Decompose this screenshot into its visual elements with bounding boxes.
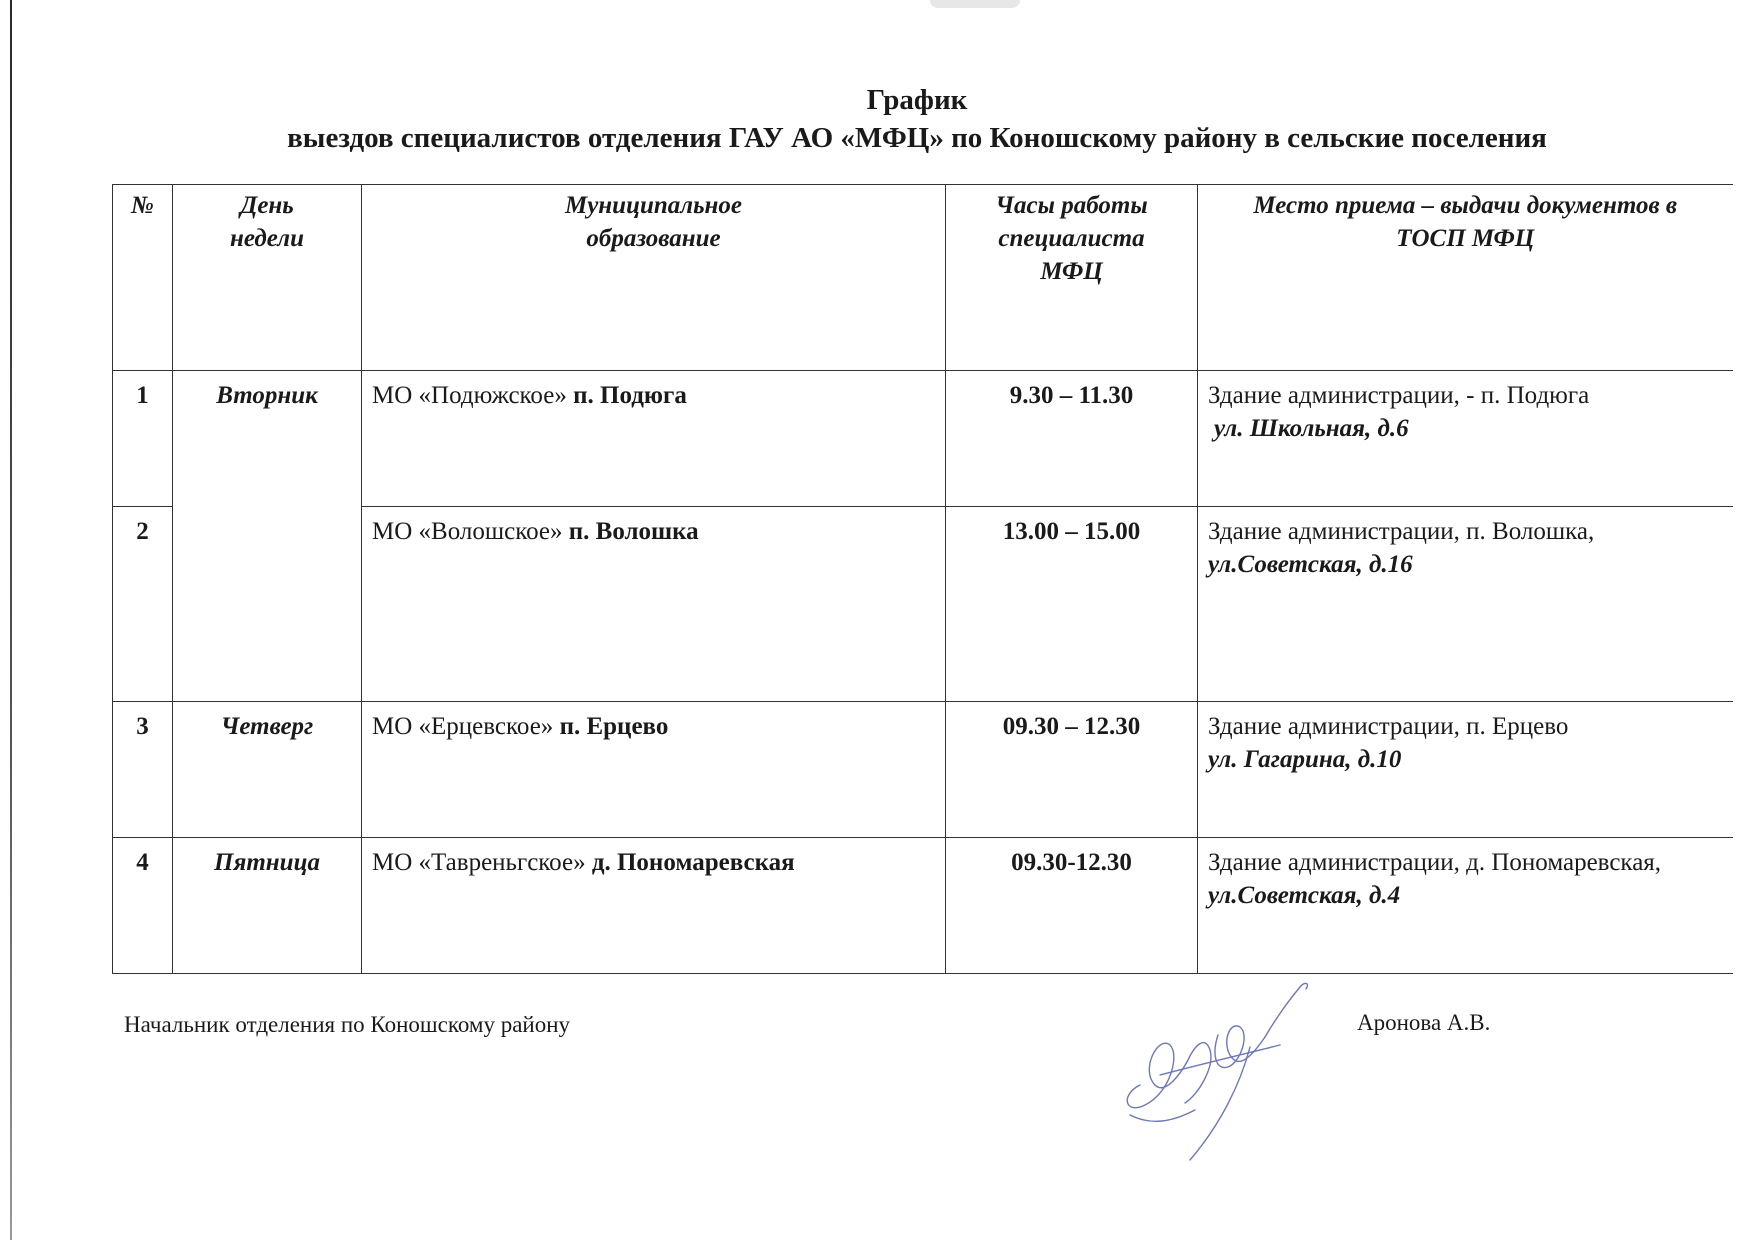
row-location xyxy=(1198,702,1733,838)
table-row xyxy=(113,838,1733,974)
row-number: 2 xyxy=(113,507,173,702)
document-subtitle: выездов специалистов отделения ГАУ АО «МФЦ» по Коношскому району в сельские поселения xyxy=(287,122,1547,154)
row-number: 1 xyxy=(113,371,173,507)
settlement-name: д. Пономаревская xyxy=(591,849,795,876)
location-text: Здание администрации, п. Ерцево xyxy=(1208,713,1569,740)
row-location xyxy=(1198,507,1733,702)
municipality-name: МО «Ерцевское» xyxy=(372,713,554,740)
header-hours: Часы работы специалиста МФЦ xyxy=(946,185,1198,371)
document-title: График xyxy=(866,84,968,116)
location-text: Здание администрации, п. Волошка, xyxy=(1208,518,1595,545)
location-text: Здание администрации, д. Пономаревская, xyxy=(1208,849,1662,876)
row-hours: 9.30 – 11.30 xyxy=(946,371,1198,507)
row-day: Пятница xyxy=(173,838,362,974)
signer-position: Начальник отделения по Коношскому району xyxy=(124,1012,571,1037)
municipality-name: МО «Волошское» xyxy=(372,518,563,545)
settlement-name: п. Подюга xyxy=(573,382,687,409)
settlement-name: п. Волошка xyxy=(568,518,699,545)
header-day: День недели xyxy=(173,185,362,371)
municipality-name: МО «Тавреньгское» xyxy=(372,849,586,876)
row-hours: 09.30-12.30 xyxy=(946,838,1198,974)
settlement-name: п. Ерцево xyxy=(559,713,669,740)
location-text: Здание администрации, - п. Подюга xyxy=(1208,382,1590,409)
row-day: Четверг xyxy=(173,702,362,838)
row-municipality xyxy=(362,371,946,507)
row-municipality xyxy=(362,507,946,702)
location-street: ул. Гагарина, д.10 xyxy=(1208,746,1402,773)
row-hours: 09.30 – 12.30 xyxy=(946,702,1198,838)
row-number: 3 xyxy=(113,702,173,838)
header-municipality: Муниципальное образование xyxy=(362,185,946,371)
scan-edge xyxy=(10,0,12,1240)
location-street: ул.Советская, д.4 xyxy=(1208,882,1401,909)
scan-smudge xyxy=(930,0,1020,8)
signature-image xyxy=(1100,975,1350,1165)
municipality-name: МО «Подюжское» xyxy=(372,382,567,409)
row-municipality xyxy=(362,838,946,974)
row-municipality xyxy=(362,702,946,838)
row-hours: 13.00 – 15.00 xyxy=(946,507,1198,702)
location-street: ул. Школьная, д.6 xyxy=(1214,415,1409,442)
table-row xyxy=(113,702,1733,838)
row-day: Вторник xyxy=(173,371,362,702)
header-location: Место приема – выдачи документов в ТОСП МФЦ xyxy=(1198,185,1733,371)
location-street: ул.Советская, д.16 xyxy=(1208,551,1413,578)
schedule-table xyxy=(112,184,1733,974)
signer-name: Аронова А.В. xyxy=(1357,1010,1491,1035)
table-header-row xyxy=(113,185,1733,371)
header-number: № xyxy=(113,185,173,371)
row-location xyxy=(1198,371,1733,507)
row-location xyxy=(1198,838,1733,974)
table-row xyxy=(113,371,1733,507)
row-number: 4 xyxy=(113,838,173,974)
